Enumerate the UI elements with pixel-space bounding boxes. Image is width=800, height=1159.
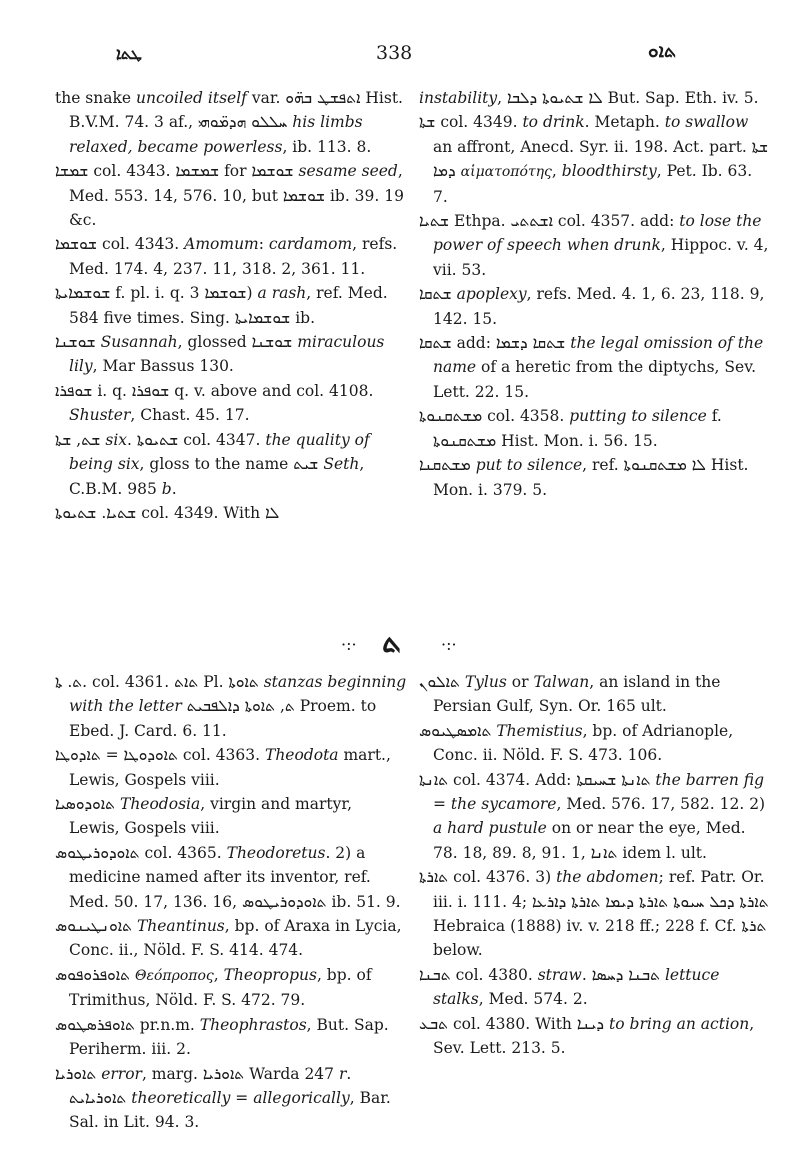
column-bottom-right	[419, 670, 771, 1061]
dictionary-entry: ܬܐܘܕܘܣܝܐ Theodosia, virgin and martyr, Lewis, Gospels viii.	[55, 795, 353, 838]
dictionary-entry: ܫܘܫܡܐ col. 4343. Amomum: cardamom, refs. Med. 174. 4, 237. 11, 318. 2, 361. 11.	[55, 235, 398, 278]
dictionary-entry: ܬܐܘܕܘܪܝܛܘܣ col. 4365. Theodoretus. 2) a medicine named after its inventor, ref. Med. 50. 17, 136. 16, ܬܐܘܕܘܪܝܛܘܣ ib. 51. 9.	[55, 843, 401, 911]
dictionary-entry: the snake uncoiled itself var. ܐܬܦܫܛ ܒܗ̈ܘ Hist. B.V.M. 74. 3 af., ܚܠܠܘ ܗܕܡ̈ܘܗܝ his limbs relaxed, became powerless, ib. 113. 8.	[55, 89, 403, 156]
dictionary-entry: ܬܐܪܬܐ col. 4376. 3) the abdomen; ref. Patr. Or. iii. i. 111. 4; ܬܐܪܬܐ ܕܟܠ ܚܝܘܬܐ ܬܐܪܬܐ ܕܝܡܐ ܬܐܪܬܐ ܕܐܪܥܐ Hebraica (1888) iv. v. 218 ff.; 228 f. Cf. ܬܪܬܐ below.	[419, 868, 769, 960]
dictionary-entry: ܬܐܘܦܪܘܦܘܣ Θεόπροπος, Theopropus, bp. of Trimithus, Nöld. F. S. 472. 79.	[55, 965, 372, 1010]
dictionary-entry: ܬܐܠܘܢ Tylus or Talwan, an island in the Persian Gulf, Syn. Or. 165 ult.	[419, 673, 721, 716]
page-number: 338	[376, 42, 413, 64]
dictionary-entry: ܫܬܐ col. 4349. to drink. Metaph. to swallow an affront, Anecd. Syr. ii. 198. Act. part. ܫܬܐ ܕܡܐ αἱματοπότης, bloodthirsty, Pet. Ib. 63. 7.	[419, 113, 769, 206]
section-letter: ܬ	[382, 625, 402, 660]
dictionary-entry: ܫܡܫܐ col. 4343. ܫܡܫܡܐ for ܫܘܫܡܐ sesame seed, Med. 553. 14, 576. 10, but ܫܘܫܡܐ ib. 39. 19 &c.	[55, 162, 404, 230]
page-header	[0, 40, 800, 80]
dictionary-entry: ܬܐܢܬܐ col. 4374. Add: ܬܐܢܬܐ ܫܚܝܩܬܐ the barren fig = the sycamore, Med. 576. 17, 582. 12. 2) a hard pustule on or near the eye, Med. 78. 18, 89. 8, 91. 1, ܬܐܢܐ idem l. ult.	[419, 770, 766, 862]
dictionary-entry: ܡܫܬܩܢܘܬܐ col. 4358. putting to silence f. ܡܫܬܩܢܘܬܐ Hist. Mon. i. 56. 15.	[419, 407, 722, 450]
dictionary-entry: ܬܒܢܐ col. 4380. straw. ܬܒܢܐ ܕܚܣܐ lettuce stalks, Med. 574. 2.	[419, 965, 720, 1009]
dictionary-entry: ܫܬܝܐ. ܫܬܝܘܬܐ col. 4349. With ܠܐ	[55, 503, 280, 522]
dictionary-entry: ܬܐܡܣܛܝܘܣ Themistius, bp. of Adrianople, Conc. ii. Nöld. F. S. 473. 106.	[419, 721, 734, 765]
dictionary-entry: ܫܬܩܐ apoplexy, refs. Med. 4. 1, 6. 23, 118. 9, 142. 15.	[419, 285, 765, 328]
dictionary-entry: ܬܐܘܪܝܐ error, marg. ܬܐܘܪܝܐ Warda 247 r. ܬܐܘܪܝܐܝܬ theoretically = allegorically, Bar. Sal. in Lit. 94. 3.	[55, 1064, 391, 1132]
letter-section-divider	[0, 625, 800, 665]
ornament-right: ·:·	[441, 635, 457, 654]
dictionary-entry: ܫܬܩܐ add: ܫܬܩܐ ܕܫܡܐ the legal omission of the name of a heretic from the diptychs, Sev. Lett. 22. 15.	[419, 334, 764, 401]
column-top-left	[55, 86, 407, 525]
ornament-left: ·:·	[341, 635, 357, 654]
dictionary-entry: ܫܘܫܢܐ Susannah, glossed ܫܘܫܢܐ miraculous lily, Mar Bassus 130.	[55, 333, 385, 376]
dictionary-entry: ܫܬܝܐ Ethpa. ܐܫܬܬܝ col. 4357. add: to lose the power of speech when drunk, Hippoc. v. 4, vii. 53.	[419, 212, 769, 279]
dictionary-entry: ܬܐܘܢܛܝܢܘܣ Theantinus, bp. of Araxa in Lycia, Conc. ii., Nöld. F. S. 414. 474.	[55, 917, 402, 960]
running-head-left: ܛܬܐ	[116, 44, 142, 63]
dictionary-entry: ܫܬ, ܫܬܐ six. ܫܬܝܘܬܐ col. 4347. the quality of being six, gloss to the name ܫܝܬ Seth, C.B.M. 985 b.	[55, 430, 370, 498]
dictionary-entry: instability, ܠܐ ܫܬܝܘܬܐ ܕܠܒܐ But. Sap. Eth. iv. 5.	[419, 89, 759, 107]
column-bottom-left	[55, 670, 407, 1135]
column-top-right	[419, 86, 771, 502]
dictionary-entry: ܫܘܦܪܐ i. q. ܫܘܦܪܐ q. v. above and col. 4108. Shuster, Chast. 45. 17.	[55, 381, 374, 425]
dictionary-entry: ܬܐܘܕܘܛܐ = ܬܐܕܘܛܐ col. 4363. Theodota mart., Lewis, Gospels viii.	[55, 746, 391, 789]
dictionary-entry: ܫܘܫܡܐܝܬܐ f. pl. i. q. ܫܘܫܡܐ 3) a rash, ref. Med. 584 five times. Sing. ܫܘܫܡܐܝܬܐ ib.	[55, 284, 388, 327]
dictionary-entry: ܡܫܬܩܢܐ put to silence, ref. ܠܐ ܡܫܬܩܢܘܬܐ Hist. Mon. i. 379. 5.	[419, 456, 749, 499]
dictionary-entry: ܬ. ܬܐ. col. 4361. ܬܐܬ Pl. ܬܐܘܬܐ stanzas beginning with the letter ܬ, ܬܐܘܬܐ ܕܐܠܦܒܝܬ Proem. to Ebed. J. Card. 6. 11.	[55, 673, 407, 740]
dictionary-entry: ܬܒܥ col. 4380. With ܕܝܢܐ to bring an action, Sev. Lett. 213. 5.	[419, 1014, 755, 1058]
dictionary-entry: ܬܐܘܦܪܣܛܘܣ pr.n.m. Theophrastos, But. Sap. Periherm. iii. 2.	[55, 1015, 389, 1059]
running-head-right: ܬܐܘ	[648, 40, 677, 62]
